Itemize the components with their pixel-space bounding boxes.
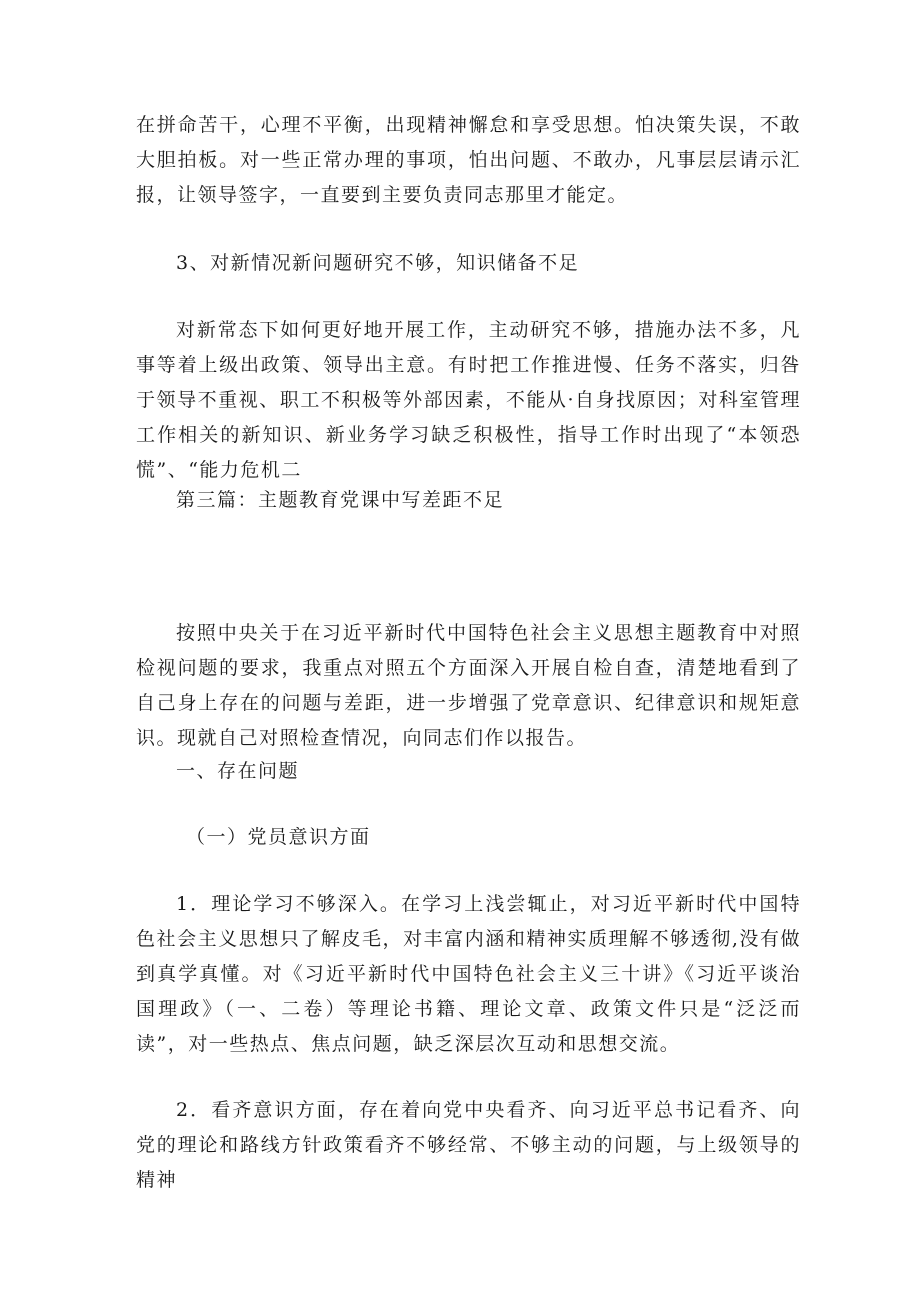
- paragraph-continuation: 在拼命苦干，心理不平衡，出现精神懈怠和享受思想。怕决策失误，不敢大胆拍板。对一些正常办理的事项，怕出问题、不敢办，凡事层层请示汇报，让领导签字，一直要到主要负责同志那里才能定。: [136, 114, 801, 206]
- article-title: 第三篇：主题教育党课中写差距不足: [176, 489, 505, 511]
- subheading-3: 3、对新情况新问题研究不够，知识储备不足: [176, 252, 580, 274]
- subsection-heading-party-awareness: （一）党员意识方面: [186, 826, 371, 848]
- paragraph-new-situation: 对新常态下如何更好地开展工作，主动研究不够，措施办法不多，凡事等着上级出政策、领导出主意。有时把工作推进慢、任务不落实，归咎于领导不重视、职工不积极等外部因素，不能从·自身找原因；对科室管理工作相关的新知识、新业务学习缺乏积极性，指导工作时出现了“本领恐慌”、“能力危机二: [136, 319, 801, 481]
- paragraph-alignment: 2．看齐意识方面，存在着向党中央看齐、向习近平总书记看齐、向党的理论和路线方针政策看齐不够经常、不够主动的问题，与上级领导的精神: [136, 1099, 801, 1191]
- paragraph-intro: 按照中央关于在习近平新时代中国特色社会主义思想主题教育中对照检视问题的要求，我重点对照五个方面深入开展自检自查，清楚地看到了自己身上存在的问题与差距，进一步增强了党章意识、纪律意识和规矩意识。现就自己对照检查情况，向同志们作以报告。: [136, 622, 801, 749]
- paragraph-theory-study: 1．理论学习不够深入。在学习上浅尝辄止，对习近平新时代中国特色社会主义思想只了解皮毛，对丰富内涵和精神实质理解不够透彻,没有做到真学真懂。对《习近平新时代中国特色社会主义三十讲》《习近平谈治国理政》（一、二卷）等理论书籍、理论文章、政策文件只是“泛泛而读”，对一些热点、焦点问题，缺乏深层次互动和思想交流。: [136, 893, 801, 1055]
- section-heading-problems: 一、存在问题: [176, 760, 300, 782]
